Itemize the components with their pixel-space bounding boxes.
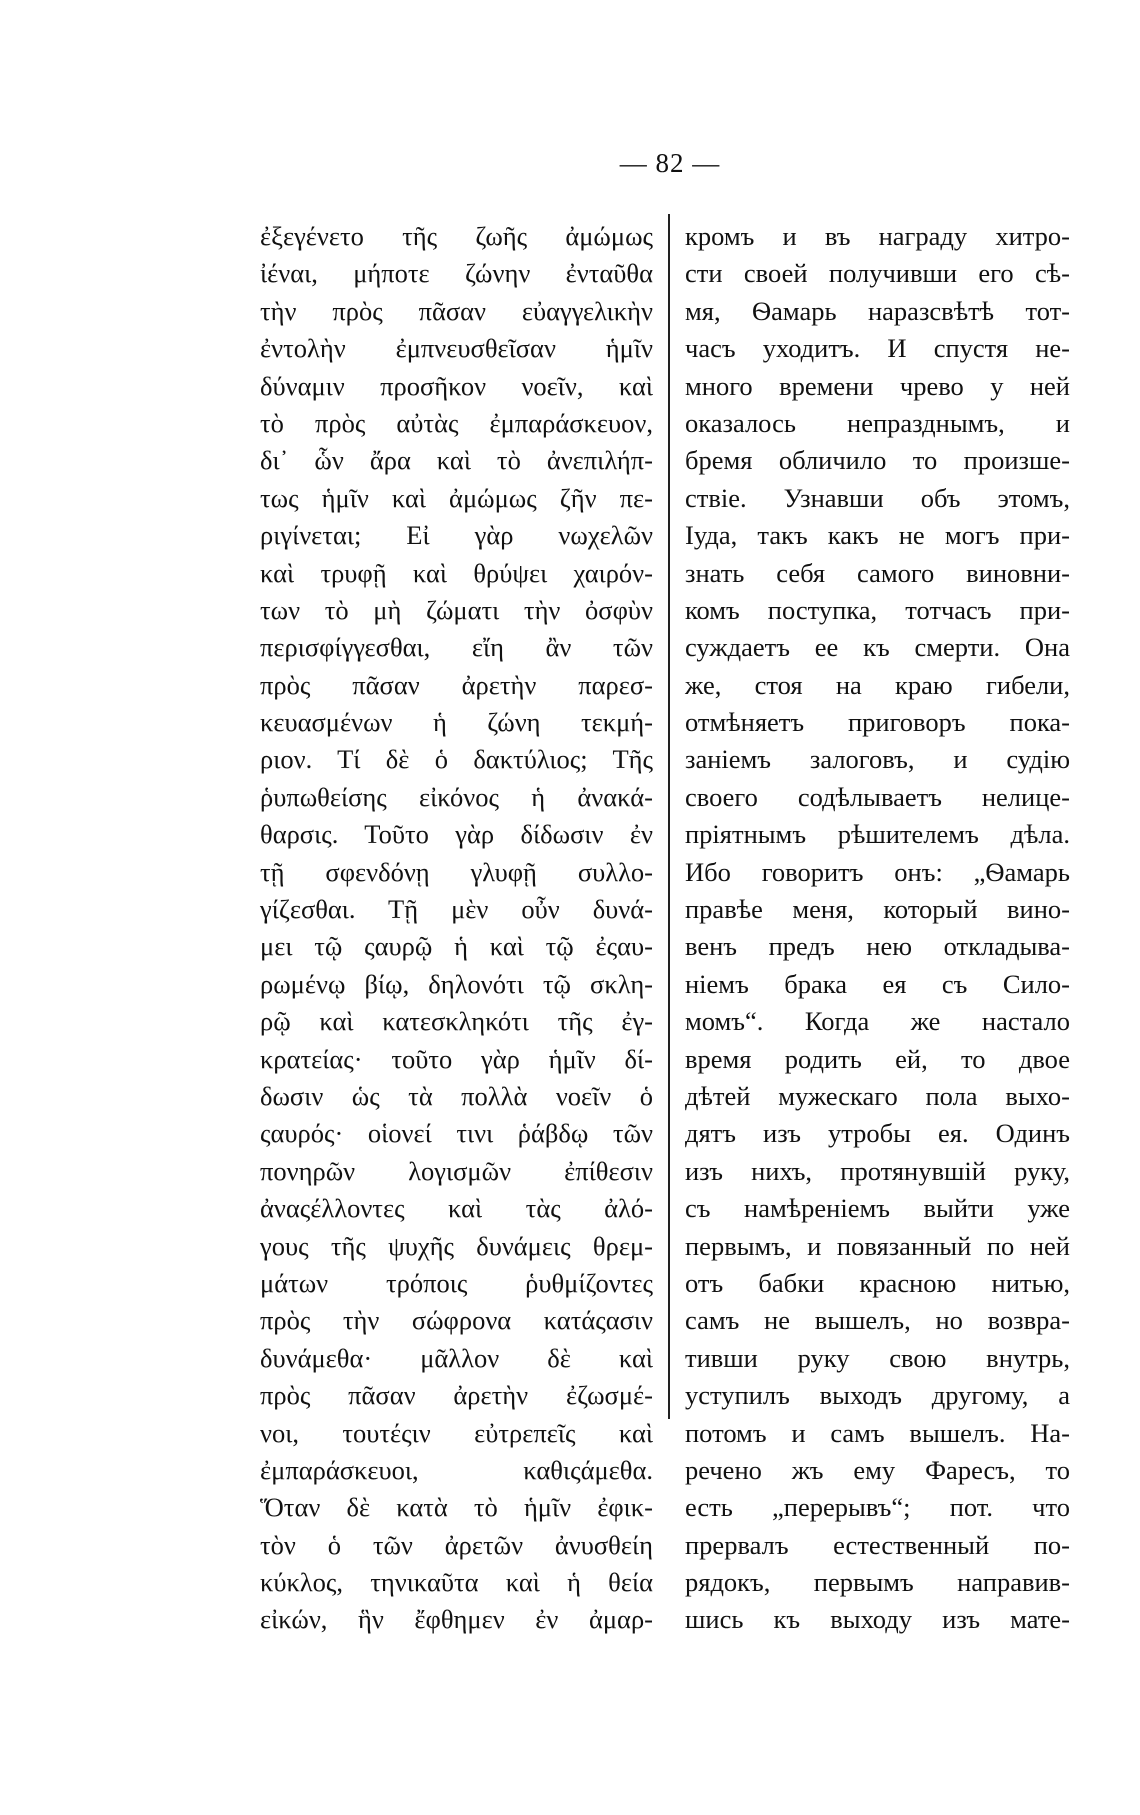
greek-text-line: γίζεσθαι. Τῇ μὲν οὖν δυνά- [260, 894, 653, 925]
russian-text-line: ствіе. Узнавши объ этомъ, [685, 482, 1070, 513]
russian-text-line: правѣе меня, который вино- [685, 894, 1070, 925]
greek-text-line: κρατείας· τοῦτο γὰρ ἡμῖν δί- [260, 1043, 653, 1074]
greek-text-line: καὶ τρυφῇ καὶ θρύψει χαιρόν- [260, 557, 653, 588]
greek-text-line: ρωμένῳ βίῳ, δηλονότι τῷ σκλη- [260, 968, 653, 999]
russian-text-line: первымъ, и повязанный по ней [685, 1230, 1070, 1261]
greek-text-line: πρὸς τὴν σώφρονα κατάςασιν [260, 1305, 653, 1336]
greek-text-line: ῥυπωθείσης εἰκόνος ἡ ἀνακά- [260, 781, 653, 812]
russian-text-line: знать себя самого виновни- [685, 557, 1070, 588]
russian-text-line: заніемъ залоговъ, и судію [685, 744, 1070, 775]
greek-text-line: πρὸς πᾶσαν ἀρετὴν παρεσ- [260, 669, 653, 700]
russian-text-line: тивши руку свою внутрь, [685, 1342, 1070, 1373]
greek-text-line: ἐντολὴν ἐμπνευσθεῖσαν ἡμῖν [260, 333, 653, 364]
greek-text-line: μάτων τρόποις ῥυθμίζοντες [260, 1267, 653, 1298]
greek-text-line: τως ἡμῖν καὶ ἀμώμως ζῆν πε- [260, 482, 653, 513]
greek-text-line: πονηρῶν λογισμῶν ἐπίθεσιν [260, 1155, 653, 1186]
greek-text-line: τῇ σφενδόνῃ γλυφῇ συλλο- [260, 856, 653, 887]
russian-text-line: изъ нихъ, протянувшій руку, [685, 1155, 1070, 1186]
page-number: — 82 — [619, 148, 721, 178]
greek-text-line: δυνάμεθα· μᾶλλον δὲ καὶ [260, 1342, 653, 1373]
russian-text-line: речено жъ ему Фаресъ, то [685, 1454, 1070, 1485]
russian-text-line: ніемъ брака ея съ Сило- [685, 968, 1070, 999]
greek-text-line: τὴν πρὸς πᾶσαν εὐαγγελικὴν [260, 295, 653, 326]
greek-text-column [260, 218, 653, 1639]
russian-text-line: же, стоя на краю гибели, [685, 669, 1070, 700]
russian-text-line: уступилъ выходъ другому, а [685, 1380, 1070, 1411]
russian-text-line: Ибо говоритъ онъ: „Ѳамарь [685, 856, 1070, 887]
greek-text-line: ἰέναι, μήποτε ζώνην ἐνταῦθα [260, 258, 653, 289]
column-divider [668, 214, 670, 1419]
russian-text-column [685, 218, 1070, 1639]
russian-text-line: дѣтей мужескаго пола выхо- [685, 1080, 1070, 1111]
russian-text-line: шись къ выходу изъ мате- [685, 1604, 1070, 1635]
greek-text-line: κευασμένων ἡ ζώνη τεκμή- [260, 707, 653, 738]
greek-text-line: ςαυρός· οἱονεί τινι ῥάβδῳ τῶν [260, 1118, 653, 1149]
russian-text-line: есть „перерывъ“; пот. что [685, 1492, 1070, 1523]
greek-text-line: ριγίνεται; Εἰ γὰρ νωχελῶν [260, 520, 653, 551]
greek-text-line: εἰκών, ἣν ἔφθημεν ἐν ἀμαρ- [260, 1604, 653, 1635]
greek-text-line: πρὸς πᾶσαν ἀρετὴν ἐζωσμέ- [260, 1380, 653, 1411]
russian-text-line: мя, Ѳамарь наразсвѣтѣ тот- [685, 295, 1070, 326]
greek-text-line: Ὅταν δὲ κατὰ τὸ ἡμῖν ἐφικ- [260, 1492, 653, 1523]
russian-text-line: время родить ей, то двое [685, 1043, 1070, 1074]
greek-text-line: περισφίγγεσθαι, εἴη ἂν τῶν [260, 632, 653, 663]
russian-text-line: суждаетъ ее къ смерти. Она [685, 632, 1070, 663]
greek-text-line: τὸ πρὸς αὐτὰς ἐμπαράσκευον, [260, 407, 653, 438]
russian-text-line: оказалось непразднымъ, и [685, 407, 1070, 438]
russian-text-line: дятъ изъ утробы ея. Одинъ [685, 1118, 1070, 1149]
russian-text-line: много времени чрево у ней [685, 370, 1070, 401]
greek-text-line: δύναμιν προσῆκον νοεῖν, καὶ [260, 370, 653, 401]
russian-text-line: съ намѣреніемъ выйти уже [685, 1193, 1070, 1224]
russian-text-line: кромъ и въ награду хитро- [685, 221, 1070, 251]
russian-text-line: прервалъ естественный по- [685, 1529, 1070, 1560]
greek-text-line: δι᾽ ὧν ἄρα καὶ τὸ ἀνεπιλήπ- [260, 445, 653, 476]
greek-text-line: ἐμπαράσκευοι, καθιςάμεθα. [260, 1454, 653, 1485]
russian-text-line: сти своей получивши его сѣ- [685, 258, 1070, 289]
russian-text-line: самъ не вышелъ, но возвра- [685, 1305, 1070, 1336]
greek-text-line: κύκλος, τηνικαῦτα καὶ ἡ θεία [260, 1567, 653, 1598]
russian-text-line: потомъ и самъ вышелъ. На- [685, 1417, 1070, 1448]
russian-text-line: Іуда, такъ какъ не могъ при- [685, 520, 1070, 551]
russian-text-line: отмѣняетъ приговоръ пока- [685, 707, 1070, 738]
greek-text-line: των τὸ μὴ ζώματι τὴν ὀσφὺν [260, 594, 653, 625]
russian-text-line: пріятнымъ рѣшителемъ дѣла. [685, 819, 1070, 850]
greek-text-line: δωσιν ὡς τὰ πολλὰ νοεῖν ὁ [260, 1080, 653, 1111]
greek-text-line: νοι, τουτέςιν εὐτρεπεῖς καὶ [260, 1417, 653, 1448]
greek-text-line: μει τῷ ςαυρῷ ἡ καὶ τῷ ἐςαυ- [260, 931, 653, 962]
russian-text-line: своего содѣлываетъ нелице- [685, 781, 1070, 812]
russian-text-line: отъ бабки красною нитью, [685, 1267, 1070, 1298]
greek-text-line: γους τῆς ψυχῆς δυνάμεις θρεμ- [260, 1230, 653, 1261]
greek-text-line: θαρσις. Τοῦτο γὰρ δίδωσιν ἐν [260, 819, 653, 850]
russian-text-line: бремя обличило то произше- [685, 445, 1070, 476]
greek-text-line: ριον. Τί δὲ ὁ δακτύλιος; Τῆς [260, 744, 653, 775]
russian-text-line: венъ предъ нею откладыва- [685, 931, 1070, 962]
russian-text-line: рядокъ, первымъ направив- [685, 1567, 1070, 1598]
russian-text-line: комъ поступка, тотчасъ при- [685, 594, 1070, 625]
greek-text-line: ἀναςέλλοντες καὶ τὰς ἀλό- [260, 1193, 653, 1224]
russian-text-line: часъ уходитъ. И спустя не- [685, 333, 1070, 364]
greek-text-line: ρῷ καὶ κατεσκληκότι τῆς ἐγ- [260, 1006, 653, 1037]
greek-text-line: τὸν ὁ τῶν ἀρετῶν ἀνυσθείη [260, 1529, 653, 1560]
russian-text-line: момъ“. Когда же настало [685, 1006, 1070, 1037]
greek-text-line: ἐξεγένετο τῆς ζωῆς ἀμώμως [260, 221, 653, 251]
